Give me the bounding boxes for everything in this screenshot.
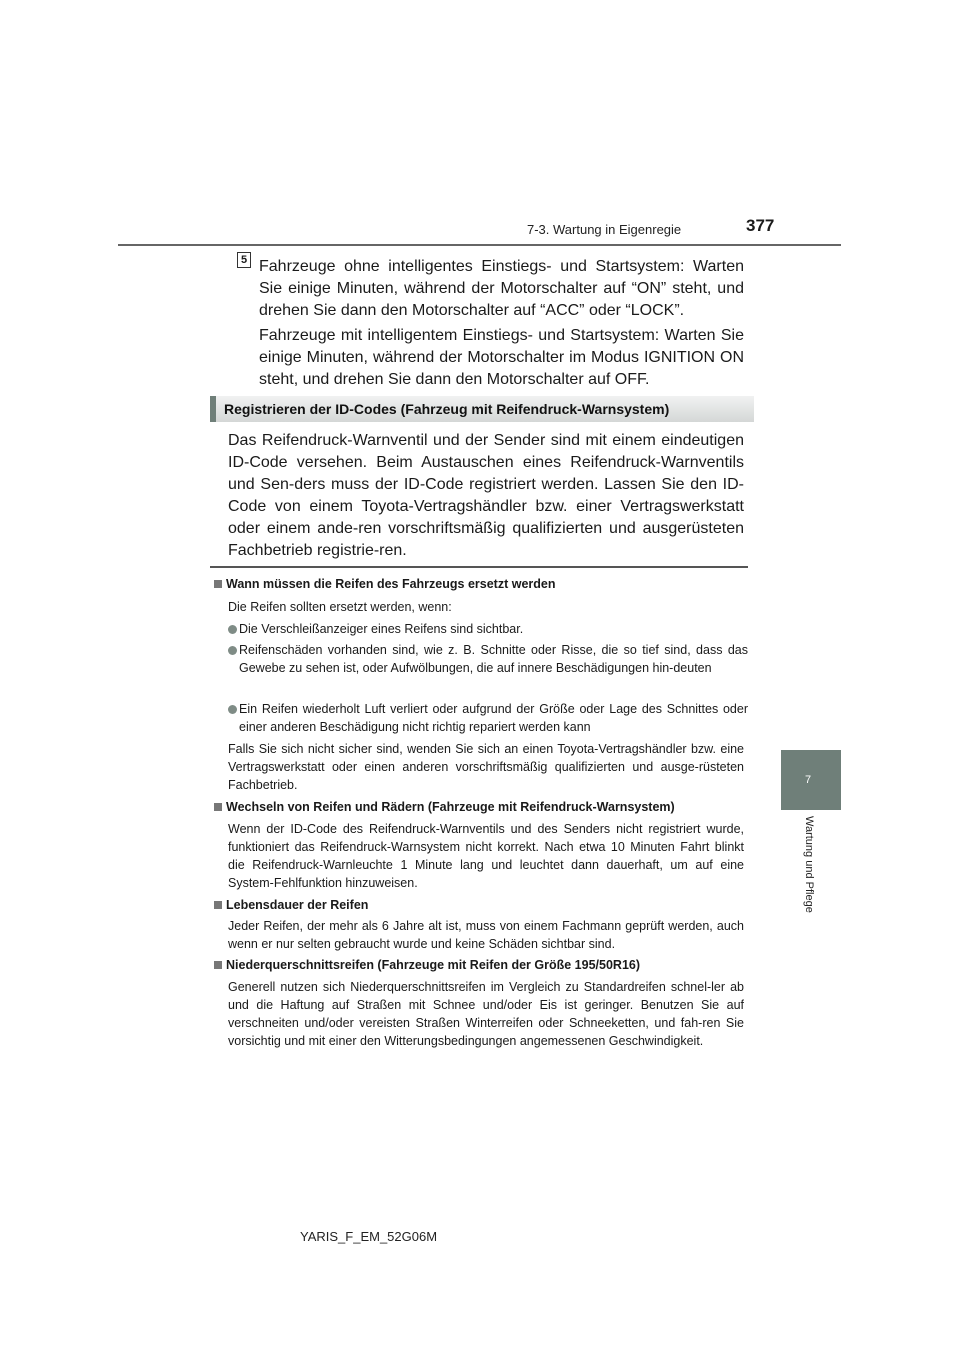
id-registration-paragraph: Das Reifendruck-Warnventil und der Sender sind mit einem eindeutigen ID-Code versehen. Beim Austauschen eines Reifendruck-Warnventils und Sen-ders muss der ID-Code registriert werden. Lassen Sie den ID-Code von einem Toyota-Vertragshändler bzw. einer Vertragswerkstatt oder einem ande-ren vorschriftsmäßig qualifizierten und ausgerüsteten Fachbetrieb registrie-ren. [228,432,744,559]
square-bullet-icon [214,961,222,969]
note-replace-outro: Falls Sie sich nicht sicher sind, wenden Sie sich an einen Toyota-Vertragshändler bzw. eine Vertragswerkstatt oder einen anderen vorschriftsmäßig qualifizierten und ausge-rüsteten Fachbetrieb. [228,742,744,792]
chapter-number: 7 [805,774,812,786]
section-heading: 7-3. Wartung in Eigenregie [527,222,682,237]
chapter-label: Wartung und Pflege [803,816,815,913]
note-title-change: Wechseln von Reifen und Rädern (Fahrzeuge mit Reifendruck-Warnsystem) [214,800,754,814]
notes-divider [210,566,748,568]
note-change-text: Wenn der ID-Code des Reifendruck-Warnventils und des Senders nicht registriert wurde, funktioniert das Reifendruck-Warnsystem nicht korrekt. Nach etwa 10 Minuten Fahrt blinkt die Reifendruck-Warnleuchte 1 Minute lang und leuchtet dann dauerhaft, um auf eine System-Fehlfunktion hinzuweisen. [228,822,744,890]
page-number: 377 [746,216,775,235]
step-text-without-smart-key: Fahrzeuge ohne intelligentes Einstiegs- und Startsystem: Warten Sie einige Minuten, während der Motorschalter auf “ON” steht, und drehen Sie dann den Motorschalter auf “ACC” oder “LOCK”. [259,258,744,319]
note-lowprofile-text: Generell nutzen sich Niederquerschnittsreifen im Vergleich zu Standardreifen schnel-ler ab und die Haftung auf Straßen mit Schnee und/oder Eis ist geringer. Benutzen Sie auf verschneiten und/oder vereisten Straßen Winterreifen oder Schneeketten, und fah-ren Sie vorsichtig und mit einer den Witterungsbedingungen angemessenen Geschwindigkeit. [228,980,744,1048]
step-text-with-smart-key: Fahrzeuge mit intelligentem Einstiegs- und Startsystem: Warten Sie einige Minuten, während der Motorschalter im Modus IGNITION ON steht, und drehen Sie dann den Motorschalter auf OFF. [259,327,744,388]
round-bullet-icon [228,625,237,634]
square-bullet-icon [214,803,222,811]
note-replace-intro: Die Reifen sollten ersetzt werden, wenn: [228,600,452,614]
round-bullet-icon [228,646,237,655]
square-bullet-icon [214,580,222,588]
header-divider [118,244,841,246]
id-registration-heading [210,396,754,422]
chapter-tab[interactable] [781,750,841,810]
round-bullet-icon [228,705,237,714]
chapter-tab-label-box [781,810,841,948]
note-life-text: Jeder Reifen, der mehr als 6 Jahre alt ist, muss von einem Fachmann geprüft werden, auch wenn er nur selten gebraucht wurde und keine Schäden sichtbar sind. [228,919,744,951]
note-title-life: Lebensdauer der Reifen [214,898,754,912]
note-title-replace: Wann müssen die Reifen des Fahrzeugs ersetzt werden [214,577,754,591]
square-bullet-icon [214,901,222,909]
id-registration-heading-text: Registrieren der ID-Codes (Fahrzeug mit Reifendruck-Warnsystem) [224,401,670,417]
note-title-lowprofile: Niederquerschnittsreifen (Fahrzeuge mit Reifen der Größe 195/50R16) [214,958,754,972]
step-number-badge: 5 [237,252,251,268]
footer-document-code: YARIS_F_EM_52G06M [300,1229,438,1244]
